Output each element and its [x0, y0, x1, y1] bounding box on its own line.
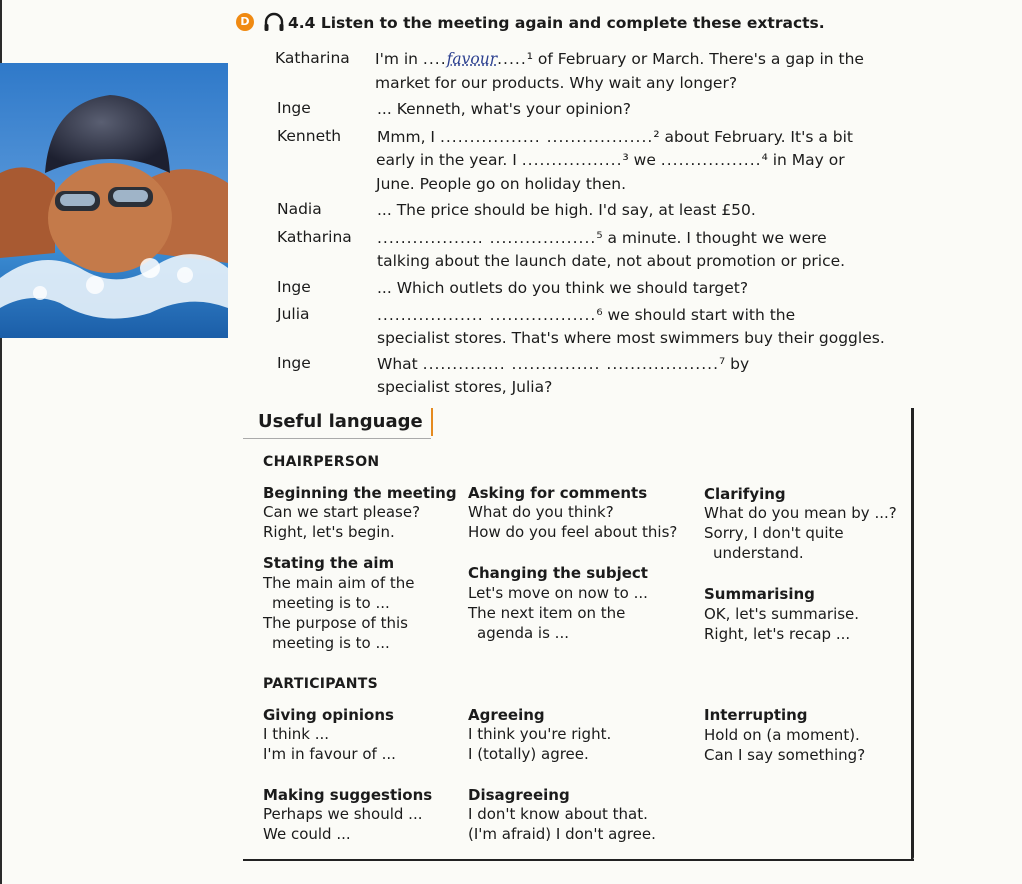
extract-line-3b: [376, 151, 845, 169]
phrase-heading: Summarising: [704, 585, 815, 603]
speaker-name: Katharina: [277, 228, 352, 246]
section-participants: PARTICIPANTS: [263, 676, 378, 692]
extract-text: ⁴ in May or: [761, 151, 845, 169]
exercise-letter-badge: D: [236, 13, 254, 31]
gap-dots: .................: [521, 151, 623, 169]
extract-line-7b: specialist stores. That's where most swimmers buy their goggles.: [377, 329, 885, 347]
gap-dots: ....: [422, 50, 447, 68]
gap-dots: .................. ..................: [377, 229, 597, 247]
box-bottom-border: [243, 859, 914, 861]
phrase-text: I (totally) agree.: [468, 745, 589, 763]
phrase-heading: Changing the subject: [468, 564, 648, 582]
gap-dots: .....: [497, 50, 527, 68]
phrase-text: meeting is to ...: [272, 594, 390, 612]
phrase-text: How do you feel about this?: [468, 523, 678, 541]
phrase-text: understand.: [713, 544, 804, 562]
extract-text: ³ we: [622, 151, 661, 169]
phrase-heading: Stating the aim: [263, 554, 395, 572]
useful-language-heading: Useful language: [258, 411, 423, 432]
extract-text: ⁵ a minute. I thought we were: [596, 229, 827, 247]
phrase-text: I don't know about that.: [468, 805, 648, 823]
extract-line-4: ... The price should be high. I'd say, at least £50.: [377, 201, 756, 219]
phrase-text: I think you're right.: [468, 725, 612, 743]
phrase-text: Sorry, I don't quite: [704, 524, 844, 542]
swimmer-photo: [0, 63, 228, 338]
extract-text: ⁶ we should start with the: [596, 306, 796, 324]
extract-text: early in the year. I: [376, 151, 522, 169]
extract-line-7: [377, 306, 795, 324]
extract-line-2: ... Kenneth, what's your opinion?: [377, 100, 631, 118]
speaker-name: Julia: [277, 305, 310, 323]
speaker-name: Nadia: [277, 200, 322, 218]
phrase-text: agenda is ...: [477, 624, 569, 642]
phrase-heading: Clarifying: [704, 485, 786, 503]
phrase-heading: Making suggestions: [263, 786, 433, 804]
heading-accent-bar: [431, 408, 433, 436]
gap-dots: .............. ............... ...................: [422, 355, 720, 373]
extract-line-5: [377, 229, 827, 247]
phrase-heading: Beginning the meeting: [263, 484, 457, 502]
extract-text: I'm in: [375, 50, 423, 68]
extract-text: ⁷ by: [719, 355, 750, 373]
extract-line-1: [375, 50, 864, 68]
gap-dots: .................. ..................: [377, 306, 597, 324]
phrase-text: What do you mean by ...?: [704, 504, 897, 522]
extract-text: What: [377, 355, 423, 373]
phrase-text: I think ...: [263, 725, 330, 743]
box-top-rule: [243, 438, 431, 439]
exercise-title: 4.4 Listen to the meeting again and complete these extracts.: [288, 14, 825, 32]
gap-dots: .................: [660, 151, 762, 169]
phrase-text: Perhaps we should ...: [263, 805, 423, 823]
phrase-heading: Asking for comments: [468, 484, 648, 502]
extract-line-8: [377, 355, 749, 373]
extract-line-5b: talking about the launch date, not about promotion or price.: [377, 252, 846, 270]
phrase-text: Hold on (a moment).: [704, 726, 860, 744]
extract-line-3: [377, 128, 853, 146]
extract-line-6: ... Which outlets do you think we should target?: [377, 279, 749, 297]
speaker-name: Inge: [277, 354, 311, 372]
handwritten-answer: favour: [446, 50, 498, 68]
phrase-text: OK, let's summarise.: [704, 605, 860, 623]
phrase-heading: Disagreeing: [468, 786, 570, 804]
extract-line-3c: June. People go on holiday then.: [376, 175, 627, 193]
extract-line-1b: market for our products. Why wait any longer?: [375, 74, 738, 92]
extract-text: ² about February. It's a bit: [653, 128, 853, 146]
extract-text: Mmm, I: [377, 128, 440, 146]
phrase-text: What do you think?: [468, 503, 614, 521]
phrase-text: Let's move on now to ...: [468, 584, 648, 602]
headphones-icon: [262, 10, 286, 38]
box-right-border: [911, 408, 914, 860]
phrase-text: The main aim of the: [263, 574, 415, 592]
section-chairperson: CHAIRPERSON: [263, 454, 380, 470]
phrase-text: meeting is to ...: [272, 634, 390, 652]
speaker-name: Kenneth: [277, 127, 342, 145]
phrase-text: The purpose of this: [263, 614, 408, 632]
phrase-text: Can I say something?: [704, 746, 866, 764]
phrase-heading: Giving opinions: [263, 706, 394, 724]
speaker-name: Katharina: [275, 49, 350, 67]
speaker-name: Inge: [277, 99, 311, 117]
gap-dots: ................. ..................: [439, 128, 654, 146]
phrase-text: We could ...: [263, 825, 351, 843]
phrase-text: Right, let's recap ...: [704, 625, 851, 643]
extract-text: ¹ of February or March. There's a gap in the: [526, 50, 864, 68]
speaker-name: Inge: [277, 278, 311, 296]
phrase-text: I'm in favour of ...: [263, 745, 396, 763]
phrase-text: (I'm afraid) I don't agree.: [468, 825, 656, 843]
phrase-heading: Interrupting: [704, 706, 808, 724]
phrase-heading: Agreeing: [468, 706, 545, 724]
extract-line-8b: specialist stores, Julia?: [377, 378, 553, 396]
phrase-text: Right, let's begin.: [263, 523, 395, 541]
phrase-text: The next item on the: [468, 604, 626, 622]
phrase-text: Can we start please?: [263, 503, 421, 521]
